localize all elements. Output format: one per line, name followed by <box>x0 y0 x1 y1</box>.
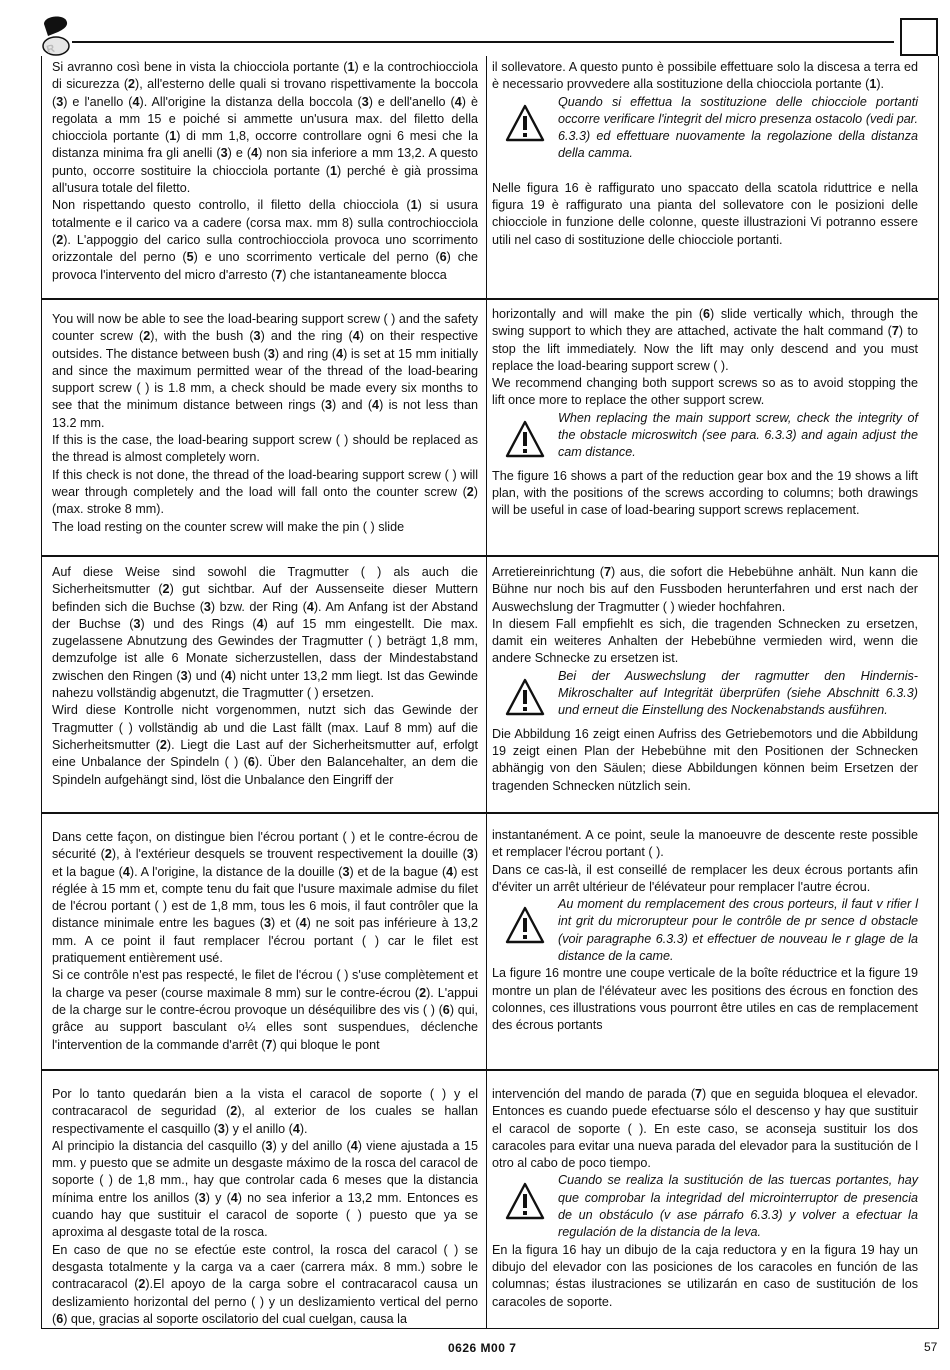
paragraph: intervención del mando de parada (7) que en seguida bloquea el elevador. Entonces es cuando puede efectuarse sólo el descenso y hay que sustituir el caracol de soporte ( ). En este caso, se aconseja sustituir los dos caracoles para evitar una nueva parada del elevador para la sustitución de l otro al cabo de poco tiempo. <box>492 1087 918 1171</box>
section-de-right <box>492 564 918 795</box>
warning-text: Cuando se realiza la sustitución de las tuercas portantes, hay que comprobar la integridad del microinterruptor de presencia de un obstáculo (v ase párrafo 6.3.3) y volver a efectuar la regulación de la distancia de la leva. <box>558 1173 918 1240</box>
warning-icon <box>492 668 558 726</box>
column-divider <box>486 56 487 298</box>
paragraph-spacer <box>492 163 918 180</box>
paragraph: We recommend changing both support screws so as to avoid stopping the lift once more to replace the other support screw. <box>492 376 918 408</box>
header-rule <box>72 41 894 43</box>
warning-text: When replacing the main support screw, check the integrity of the obstacle microswitch (see para. 6.3.3) and again adjust the cam distance. <box>558 410 918 460</box>
paragraph: Dans ce cas-là, il est conseillé de remplacer les deux écrous portants afin d'éviter un arrêt ultérieur de l'élévateur pour remplacer l'autre écrou. <box>492 862 918 894</box>
paragraph: instantanément. A ce point, seule la manoeuvre de descente reste possible et remplacer l'écrou portant ( ). <box>492 828 918 860</box>
paragraph: En la figura 16 hay un dibujo de la caja reductora y en la figura 19 hay un dibujo del elevador con las posiciones de los caracoles en función de las columnas; éstas ilustraciones se utilizarán en caso de sustitución de los caracoles de soporte. <box>492 1242 918 1309</box>
section-divider <box>41 298 939 300</box>
warning-note <box>492 1172 918 1241</box>
brand-logo-icon <box>40 14 78 60</box>
column-divider <box>486 813 487 1069</box>
paragraph: Si ce contrôle n'est pas respecté, le filet de l'écrou ( ) s'use complètement et la charge va peser (course maximale 8 mm) sur le contre-écrou (2). L'appui de la charge sur le contre-écrou provoque un déséquilibre des vis ( ) (6) qui, grâce au support basculant o¼ elles sont suspendues, déclenche l'intervention de la commande d'arrêt (7) qui bloque le pont <box>52 968 478 1052</box>
page-number: 57 <box>924 1340 938 1354</box>
section-en-right <box>492 306 918 520</box>
section-it-right <box>492 59 918 249</box>
paragraph: The load resting on the counter screw will make the pin ( ) slide <box>52 519 405 534</box>
warning-note <box>492 410 918 468</box>
paragraph: Dans cette façon, on distingue bien l'écrou portant ( ) et le contre-écrou de sécurité (2), à l'extérieur desquels se trouvent respectivement la douille (3) et la bague (4). A l'origine, la distance de la douille (3) et de la bague (4) est réglée à 15 mm et, compte tenu du fait que l'usure maximale admise du filet de l'écrou portant ( ) est de 1,8 mm, tous les 6 mois, il faut contrôler que la distance minimale entre les bagues (3) et (4) ne soit pas inférieure à 13,2 mm. A ce point il faut remplacer l'écrou portant ( ) car le filet est pratiquement entièrement usé. <box>52 830 479 966</box>
paragraph: La figure 16 montre une coupe verticale de la boîte réductrice et la figure 19 montre un plan de l'élévateur avec les positions des écrous en fonction des colonnes, ces illustrations vous pourront être utiles en cas de remplacement des écrous portants <box>492 966 918 1033</box>
paragraph: Si avranno così bene in vista la chiocciola portante (1) e la controchiocciola di sicurezza (2), all'esterno delle quali si trovano rispettivamente la boccola (3) e l'anello (4). All'origine la distanza della boccola (3) e dell'anello (4) è regolata a mm 15 e poiché si ammette un'usura max. del filetto della chiocciola portante (1) di mm 1,8, occorre controllare ogni 6 mesi che la distanza minima fra gli anelli (3) e (4) non sia inferiore a mm 13,2. A questo punto, occorre sostituire la chiocciola portante (1) perché è già prossima all'usura totale del filetto. <box>52 60 479 196</box>
paragraph: If this check is not done, the thread of the load-bearing support screw ( ) will wear through completely and the load will fall onto the counter screw (2) (max. stroke 8 mm). <box>52 467 478 517</box>
paragraph: You will now be able to see the load-bearing support screw ( ) and the safety counter screw (2), with the bush (3) and the ring (4) on their respective outsides. The distance between bush (3) and ring (4) is set at 15 mm initially and since the maximum permitted wear of the thread of the load-bearing support screw ( ) is 1.8 mm, a check should be made every six months to see that the minimum distance between rings (3) and (4) is not less than 13.2 mm. <box>52 312 478 430</box>
warning-text: Au moment du remplacement des crous porteurs, il faut v rifier l int grit du microrupteur pour le contrôle de pr sence d obstacle (voir paragraphe 6.3.3) et effectuer de nouveau le r glage de la distance de la came. <box>558 897 918 964</box>
paragraph: il sollevatore. A questo punto è possibile effettuare solo la discesa a terra ed è necessario provvedere alla sostituzione della chiocciola portante (1). <box>492 60 918 92</box>
paragraph: horizontally and will make the pin (6) slide vertically which, through the swing support to which they are attached, activate the halt command (7) to stop the lift immediately. Now the lift may only descend and you must replace the load-bearing support screw ( ). <box>492 307 918 373</box>
warning-note <box>492 94 918 163</box>
section-es-left <box>52 1086 478 1328</box>
warning-icon <box>492 896 558 954</box>
warning-note <box>492 668 918 726</box>
paragraph: Por lo tanto quedarán bien a la vista el caracol de soporte ( ) y el contracaracol de seguridad (2), al exterior de los cuales se hallan respectivamente el casquillo (3) y el anillo (4). <box>52 1087 478 1136</box>
section-divider <box>41 812 939 814</box>
svg-text:R: R <box>45 42 57 57</box>
column-divider <box>486 299 487 555</box>
warning-icon <box>492 94 558 152</box>
warning-icon <box>492 410 558 468</box>
section-es-right <box>492 1086 918 1311</box>
section-fr-right <box>492 827 918 1035</box>
header-box <box>900 18 938 56</box>
paragraph: If this is the case, the load-bearing support screw ( ) should be replaced as the thread is almost completely worn. <box>52 433 478 465</box>
section-en-left <box>52 311 478 536</box>
section-divider <box>41 555 939 557</box>
paragraph: Nelle figura 16 è raffigurato uno spaccato della scatola riduttrice e nella figura 19 è raffigurato una pianta del sollevatore con le posizioni delle chiocciole in funzione delle colonne, queste illustrazioni Vi potranno essere utili nel caso di sostituzione delle chiocciole portanti. <box>492 180 918 247</box>
paragraph: Al principio la distancia del casquillo (3) y del anillo (4) viene ajustada a 15 mm. y puesto que se admite un desgaste máximo de la rosca del caracol de soporte ( ) de 1,8 mm., hay que controlar cada 6 meses que la distancia mínima entre los anillos (3) y (4) no sea inferior a 13,2 mm. Entonces es cuando hay que sustituir el caracol de soporte ( ) puesto que ya se aproxima al desgaste total de la rosca. <box>52 1138 479 1240</box>
paragraph: Auf diese Weise sind sowohl die Tragmutter ( ) als auch die Sicherheitsmutter (2) gut sichtbar. Auf der Aussenseite dieser Muttern befinden sich die Buchse (3) bzw. der Ring (4). Am Anfang ist der Abstand der Buchse (3) und des Rings (4) auf 15 mm eingestellt. Die max. zugelassene Abnutzung des Gewindes der Tragmutter ( ) beträgt 1,8 mm, demzufolge ist alle 6 Monate sicherzustellen, dass der Mindestabstand zwischen den Ringen (3) und (4) nicht unter 13,2 mm liegt. Ist das Gewinde nahezu vollständig abgenutzt, die Tragmutter ( ) ersetzen. <box>52 565 478 701</box>
warning-text: Bei der Auswechslung der ragmutter den Hindernis-Mikroschalter auf Integrität überprüfen (siehe Abschnitt 6.3.3) und erneut die Einstellung des Nockenabstands ausführen. <box>558 668 918 718</box>
section-de-left <box>52 564 478 789</box>
warning-text: Quando si effettua la sostituzione delle chiocciole portanti occorre verificare l'integrit del micro presenza ostacolo (vedi par. 6.3.3) ed effettuare nuovamente la regolazione della distanza della camma. <box>558 94 918 161</box>
paragraph: En caso de que no se efectúe este control, la rosca del caracol ( ) se desgasta totalmente y la carga va a caer (carrera máx. 8 mm.) sobre le contracaracol (2).El apoyo de la carga sobre el contracaracol causa un deslizamiento horizontal del perno ( ) y un deslizamiento vertical del perno (6) que, gracias al soporte oscilatorio del cual cuelgan, causa la <box>52 1242 478 1326</box>
warning-note <box>492 896 918 965</box>
paragraph: Non rispettando questo controllo, il filetto della chiocciola (1) si usura totalmente e il carico va a cadere (corsa max. mm 8) sulla controchiocciola (2). L'appoggio del carico sulla controchiocciola provoca uno scorrimento orizzontale del perno (5) e uno scorrimento verticale del perno (6) che provoca l'intervento del micro d'arresto (7) che istantaneamente blocca <box>52 198 479 282</box>
paragraph: Wird diese Kontrolle nicht vorgenommen, nutzt sich das Gewinde der Tragmutter ( ) vollständig ab und die Last fällt (max. Lauf 8 mm) auf die Sicherheitsmutter (2). Liegt die Last auf der Sicherheitsmutter auf, erfolgt eine Unbalance der Spindeln ( ) (6). Über den Balancehalter, an dem die Spindeln aufgehängt sind, löst die Unbalance den Eingriff der <box>52 703 478 787</box>
column-divider <box>486 1070 487 1329</box>
column-divider <box>486 556 487 812</box>
paragraph: The figure 16 shows a part of the reduction gear box and the 19 shows a lift plan, with the positions of the screws according to columns; both drawings will be useful in case of load-bearing support screws replacement. <box>492 468 918 518</box>
paragraph: Arretiereinrichtung (7) aus, die sofort die Hebebühne anhält. Nun kann die Bühne nur noch bis auf den Fussboden herunterfahren und erst nach der Auswechslung der Tragmutter ( ) wieder hochfahren. <box>492 565 918 614</box>
section-it-left <box>52 59 478 284</box>
section-fr-left <box>52 829 478 1054</box>
paragraph: In diesem Fall empfiehlt es sich, die tragenden Schnecken zu ersetzen, damit ein weiteres Anhalten der Hebebühne vermieden wird, wenn die andere Schnecke zu ersetzen ist. <box>492 616 918 666</box>
warning-icon <box>492 1172 558 1230</box>
document-code: 0626 M00 7 <box>448 1341 517 1355</box>
paragraph: Die Abbildung 16 zeigt einen Aufriss des Getriebemotors und die Abbildung 19 zeigt einen Plan der Hebebühne mit den Positionen der Schnecken abhängig von den Säulen; diese Abbildungen können beim Ersetzen der tragenden Schnecken nützlich sein. <box>492 726 918 793</box>
section-divider <box>41 1069 939 1071</box>
